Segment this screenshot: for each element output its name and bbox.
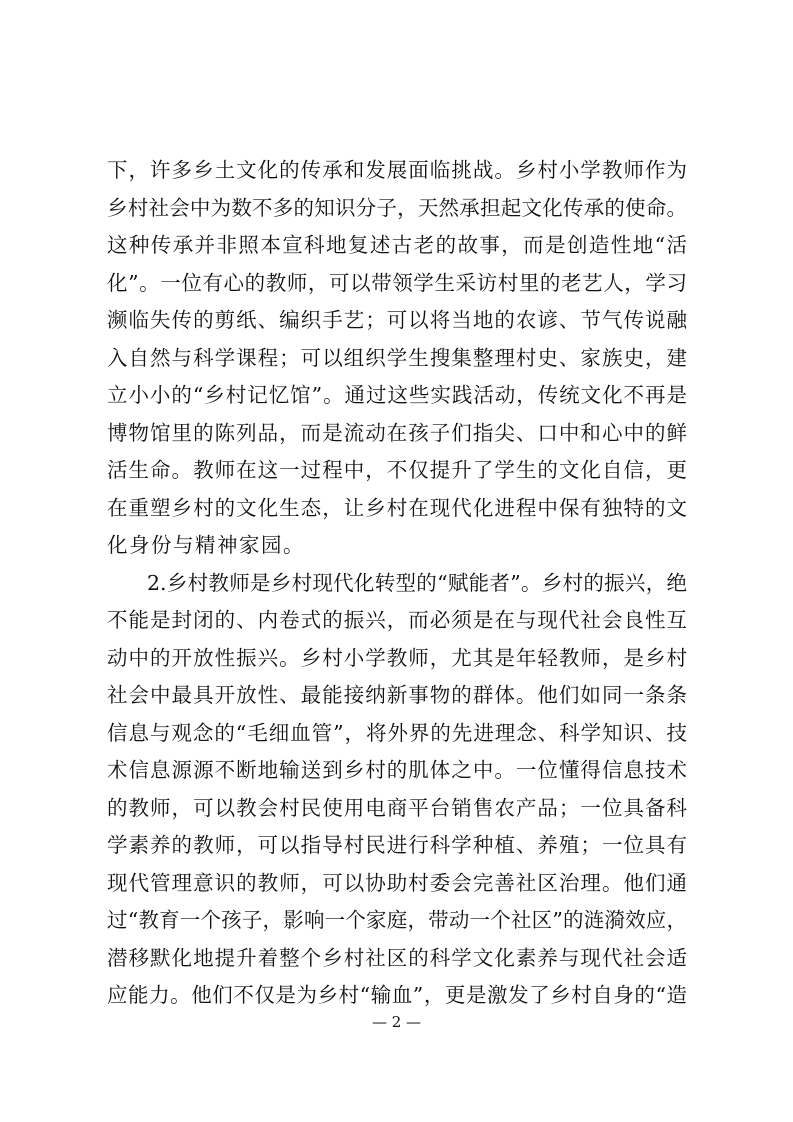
paragraph-2-line-1: 2.乡村教师是乡村现代化转型的“赋能者”。乡村的振兴，绝 [147,570,687,595]
paragraph-1-line-9: 活生命。教师在这一过程中，不仅提升了学生的文化自信，更 [107,458,687,482]
paragraph-1-line-1: 下，许多乡土文化的传承和发展面临挑战。乡村小学教师作为 [107,158,687,182]
paragraph-2-line-12: 应能力。他们不仅是为乡村“输血”，更是激发了乡村自身的“造 [107,983,687,1007]
paragraph-2-line-4: 社会中最具开放性、最能接纳新事物的群体。他们如同一条条 [107,683,687,707]
paragraph-2-line-6: 术信息源源不断地输送到乡村的肌体之中。一位懂得信息技术 [107,758,687,782]
paragraph-1-line-5: 濒临失传的剪纸、编织手艺；可以将当地的农谚、节气传说融 [107,308,687,332]
paragraph-1-line-8: 博物馆里的陈列品，而是流动在孩子们指尖、口中和心中的鲜 [107,420,687,445]
paragraph-1-line-4: 化”。一位有心的教师，可以带领学生采访村里的老艺人，学习 [107,270,687,295]
paragraph-1-line-2: 乡村社会中为数不多的知识分子，天然承担起文化传承的使命。 [107,195,687,220]
paragraph-2-line-3: 动中的开放性振兴。乡村小学教师，尤其是年轻教师，是乡村 [107,645,687,670]
paragraph-2-line-9: 现代管理意识的教师，可以协助村委会完善社区治理。他们通 [107,870,687,895]
paragraph-1-line-11: 化身份与精神家园。 [107,533,305,557]
paragraph-2-line-8: 学素养的教师，可以指导村民进行科学种植、养殖；一位具有 [107,833,687,857]
paragraph-2-line-5: 信息与观念的“毛细血管”，将外界的先进理念、科学知识、技 [107,720,687,745]
paragraph-1-line-7: 立小小的“乡村记忆馆”。通过这些实践活动，传统文化不再是 [107,383,687,407]
paragraph-2-line-2: 不能是封闭的、内卷式的振兴，而必须是在与现代社会良性互 [107,608,687,632]
paragraph-2-line-7: 的教师，可以教会村民使用电商平台销售农产品；一位具备科 [107,795,687,820]
paragraph-2-line-11: 潜移默化地提升着整个乡村社区的科学文化素养与现代社会适 [107,945,687,970]
page-number: — 2 — [371,1013,422,1031]
paragraph-1-line-6: 入自然与科学课程；可以组织学生搜集整理村史、家族史，建 [107,345,687,370]
paragraph-1-line-3: 这种传承并非照本宣科地复述古老的故事，而是创造性地“活 [107,233,687,257]
paragraph-1-line-10: 在重塑乡村的文化生态，让乡村在现代化进程中保有独特的文 [107,495,687,520]
body-text [107,152,687,1015]
paragraph-2-line-10: 过“教育一个孩子，影响一个家庭，带动一个社区”的涟漪效应， [107,908,687,932]
